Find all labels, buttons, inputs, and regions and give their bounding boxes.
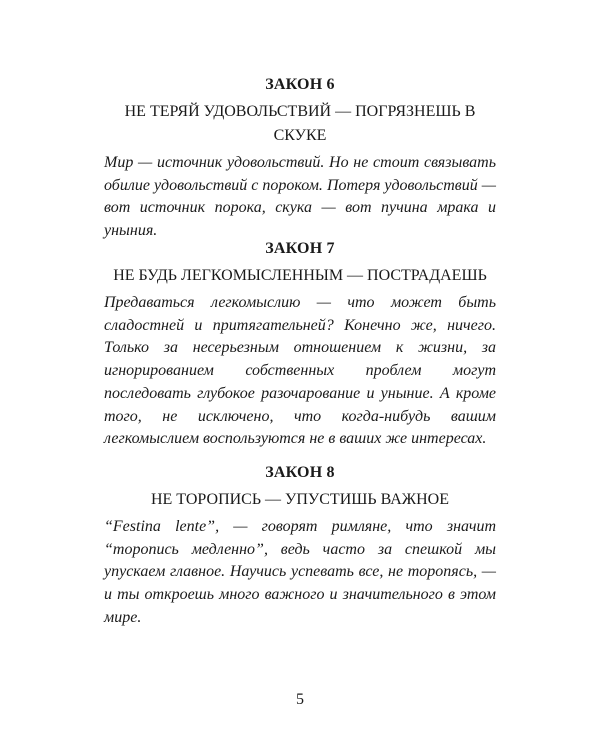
law-number: ЗАКОН 8	[265, 464, 335, 481]
law-title-line: НЕ БУДЬ ЛЕГКОМЫСЛЕННЫМ — ПОСТРАДАЕШЬ	[113, 267, 487, 284]
law-title-line: НЕ ТОРОПИСЬ — УПУСТИШЬ ВАЖНОЕ	[150, 491, 450, 508]
law-6-section	[104, 75, 496, 243]
law-8-section	[104, 463, 496, 630]
law-text: Мир — источник удовольствий. Но не стоит связывать обилие удовольствий с пороком. Потеря удовольствий — вот источник порока, скука — вот пучина мрака и уныния.	[104, 154, 496, 240]
law-title-line: СКУКЕ	[273, 127, 327, 144]
law-title	[104, 488, 496, 512]
law-text: “Festina lente”, — говорят римляне, что значит “торопись медленно”, ведь часто за спешкой мы упускаем главное. Научись успевать все, не торопясь, — и ты откроешь много важного и значительного в этом мире.	[104, 518, 496, 626]
law-number: ЗАКОН 7	[265, 240, 335, 257]
law-number: ЗАКОН 6	[265, 76, 335, 93]
law-title-line: НЕ ТЕРЯЙ УДОВОЛЬСТВИЙ — ПОГРЯЗНЕШЬ В	[124, 103, 476, 120]
law-7-section	[104, 239, 496, 451]
law-title	[104, 100, 496, 148]
page-number: 5	[296, 691, 304, 708]
law-title	[104, 264, 496, 288]
law-text: Предаваться легкомыслию — что может быть сладостней и притягательней? Конечно же, ничего. Только за несерьезным отношением к жизни, за игнорированием собственных проблем могут последовать глубокое разочарование и уныние. А кроме того, не исключено, что когда-нибудь вашим легкомыслием воспользуются не в ваших же интересах.	[104, 294, 496, 448]
